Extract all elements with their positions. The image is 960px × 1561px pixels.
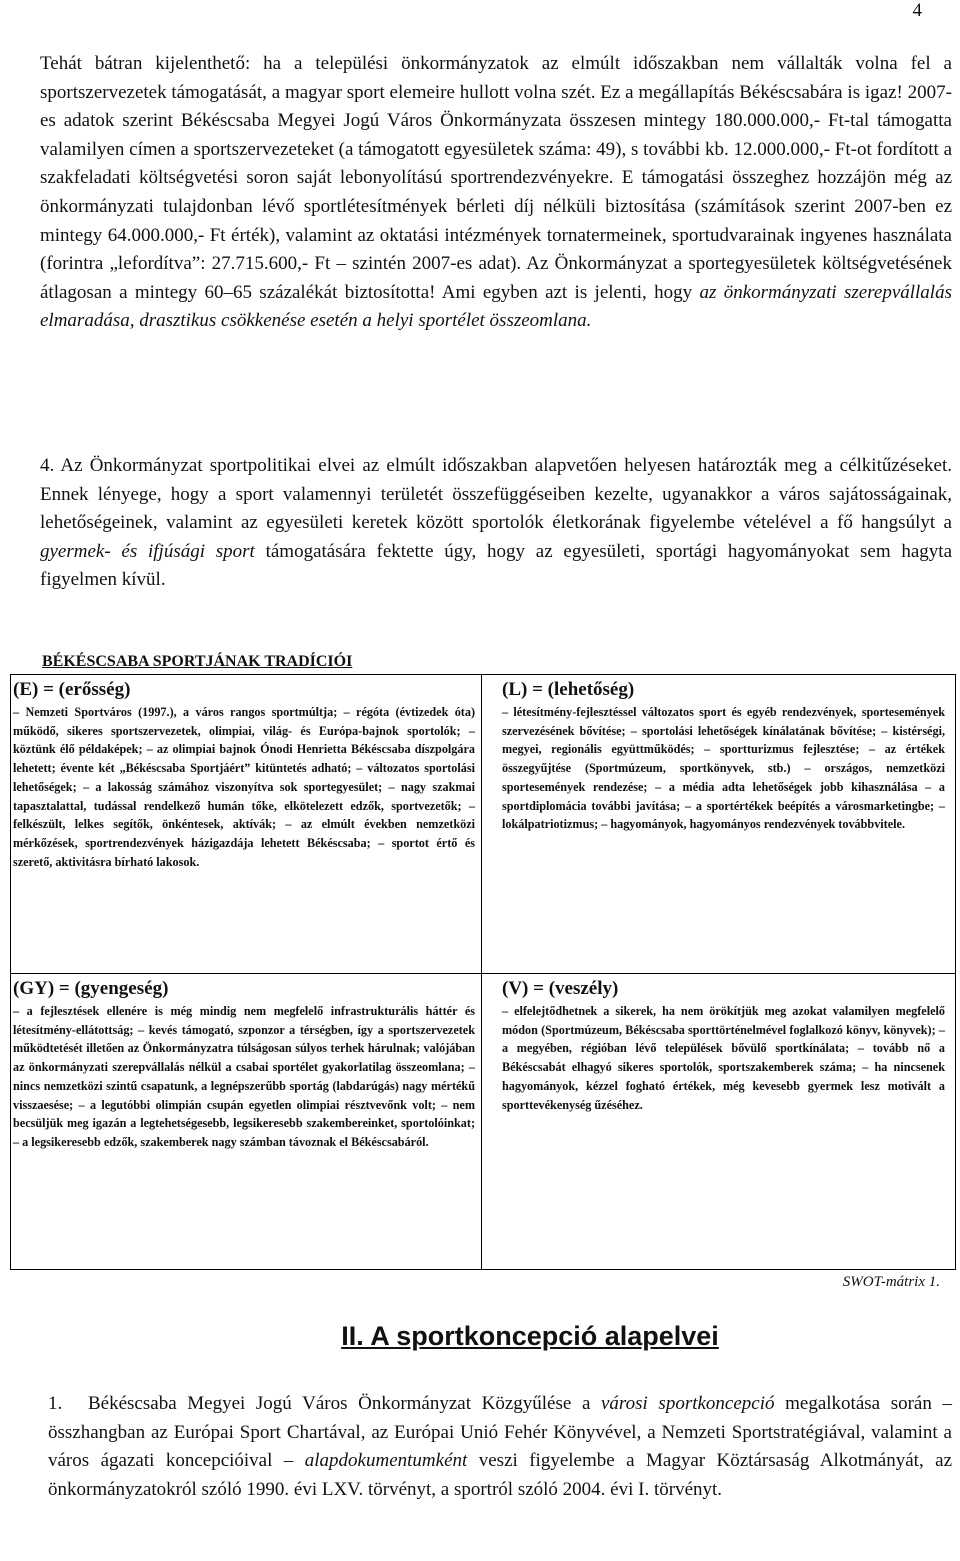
swot-threat-cell bbox=[482, 974, 955, 1269]
intro-text: Tehát bátran kijelenthető: ha a települési önkormányzatok az elmúlt időszakban nem vállalták volna fel a sportszervezetek támogatását, a magyar sport elemeire hullott volna szét. Ez a megállapítás Békéscsabára is igaz! 2007-es adatok szerint Békéscsaba Megyei Jogú Város Önkormányzata összesen mintegy 180.000.000,- Ft-tal támogatta valamilyen címen a sportszervezeteket (a támogatott egyesületek száma: 49), s további kb. 12.000.000,- Ft-ot fordított a szakfeladati költségvetési soron saját lebonyolítású sportrendezvényekre. E támogatási összeghez hozzájön még az önkormányzati tulajdonban lévő sportlétesítmények bérleti díj nélküli biztosítása (számítások szerint 2007-ben ez mintegy 64.000.000,- Ft érték), valamint az oktatási intézmények tornatermeinek, sportudvarainak ingyenes használata (forintra „lefordítva”: 27.715.600,- Ft – szintén 2007-es adat). Az Önkormányzat a sportegyesületek költségvetésének átlagosan a mintegy 60–65 százalékát biztosította! Ami egyben azt is jelenti, hogy bbox=[40, 53, 952, 303]
principle-text-c: veszi figyelembe a Magyar Köztársaság Alkotmányát, az önkormányzatokról szóló 1990. évi LXV. törvényt, a sportról szóló 2004. évi I. törvényt. bbox=[48, 1450, 953, 1500]
policy-italic-text: gyermek- és ifjúsági sport bbox=[40, 540, 255, 562]
principle-italic-1: városi sportkoncepció bbox=[601, 1393, 775, 1414]
principles-paragraph bbox=[48, 1390, 952, 1504]
swot-strength-title: (E) = (erősség) bbox=[13, 679, 131, 700]
intro-paragraph bbox=[40, 50, 952, 336]
principle-number: 1. bbox=[48, 1393, 63, 1414]
principle-italic-2: alapdokumentumként bbox=[304, 1450, 468, 1472]
principle-text-b: megalkotása során – összhangban az Európai Sport Chartával, az Európai Unió Fehér Könyvével, a Nemzeti Sportstratégiával, valamint a város ágazati koncepcióival – bbox=[48, 1393, 952, 1472]
swot-strength-cell bbox=[11, 675, 482, 974]
swot-opportunity-cell bbox=[482, 675, 955, 974]
swot-threat-title: (V) = (veszély) bbox=[502, 978, 619, 999]
swot-weakness-body: – a fejlesztések ellenére is még mindig nem megfelelő infrastrukturális háttér és létesítmény-ellátottság; – kevés támogató, szponzor a térségben, így a sportszervezetek működtetését illetően az Önkormányzatra túlságosan súlyos terhek hárulnak; valójában az önkormányzati szerepvállalás nélkül a csabai sportélet gyakorlatilag összeomlana; – nincs nemzetközi szintű csapatunk, a legnépszerűbb sportág (labdarúgás) nagy mértékű visszaesése; – a legutóbbi olimpián csupán egyetlen olimpiai résztvevőnk volt; – nem becsüljük meg igazán a legtehetségesebb, legsikeresebb szakembereinket, sportolóinkat; – a legsikeresebb edzők, szakemberek nagy számban távoznak el Békéscsabáról. bbox=[13, 1004, 475, 1149]
policy-text-a: 4. Az Önkormányzat sportpolitikai elvei az elmúlt időszakban alapvetően helyesen határozták meg a célkitűzéseket. Ennek lényege, hogy a sport valamennyi területét összefüggéseiben kezelte, ugyanakkor a város sajátosságainak, lehetőségeinek, valamint az egyesületi keretek között sportolók életkorának figyelembe vételével a fő hangsúlyt a bbox=[40, 455, 952, 534]
swot-heading: BÉKÉSCSABA SPORTJÁNAK TRADÍCIÓI bbox=[42, 653, 353, 670]
swot-strength-body: – Nemzeti Sportváros (1997.), a város rangos sportmúltja; – régóta (évtizedek óta) működő, sikeres sportszervezetek, olimpiai, világ- és Európa-bajnok sportolók; – köztünk élő példaképek; – az olimpiai bajnok Ónodi Henrietta Békéscsaba díszpolgára lehetett; évente két „Békéscsaba Sportjáért” kitüntetés adható; – változatos sportolási lehetőségek; – a lakosság számához viszonyítva sok sportegyesület; – nagy szakmai tapasztalattal, tudással rendelkező humán tőke, elkötelezett edzők, sportvezetők; – felkészült, lelkes segítők, önkéntesek, aktívák; – az elmúlt években nemzetközi mérkőzések, sportrendezvények házigazdája lehetett Békéscsaba; – sportot értő és szerető, aktivitásra bírható lakosok. bbox=[13, 705, 475, 869]
policy-text-b: támogatására fektette úgy, hogy az egyesületi, sportági hagyományokat sem hagyta figyelmen kívül. bbox=[40, 540, 952, 591]
sport-policy-paragraph bbox=[40, 452, 952, 595]
swot-weakness-cell bbox=[11, 974, 482, 1269]
swot-opportunity-title: (L) = (lehetőség) bbox=[502, 679, 635, 700]
swot-threat-body: – elfelejtődhetnek a sikerek, ha nem örökítjük meg azokat valamilyen megfelelő módon (Sportmúzeum, Békéscsaba sporttörténelmével foglalkozó könyv, könyvek); – a megyében, régióban lévő települések bővülő sportkínálata; – tovább nő a Békéscsabát elhagyó sikeres sportolók, sportszakemberek száma; – ha nincsenek hagyományok, kézzel fogható értékek, még kevesebb gyermek lesz motivált a sporttevékenység űzéséhez. bbox=[502, 1004, 945, 1112]
page-number: 4 bbox=[912, 0, 922, 21]
swot-matrix bbox=[10, 674, 956, 1270]
section-title: II. A sportkoncepció alapelvei bbox=[341, 1321, 719, 1351]
principle-text-a: Békéscsaba Megyei Jogú Város Önkormányzat Közgyűlése a bbox=[88, 1393, 601, 1414]
swot-weakness-title: (GY) = (gyengeség) bbox=[13, 978, 169, 999]
swot-opportunity-body: – létesítmény-fejlesztéssel változatos sport és egyéb rendezvények, sportesemények szervezésének bővítése; – sportolási lehetőségek kínálatának bővítése; – kistérségi, megyei, regionális együttműködés; – sportturizmus fejlesztése; – az értékek összegyűjtése (Sportmúzeum, sportkönyvek, stb.) – országos, nemzetközi sportesemények rendezése; – a média adta lehetőségek jobb kihasználása – a sportdiplomácia további javítása; – a sportértékek beépítés a városmarketingbe; – lokálpatriotizmus; – hagyományok, hagyományos rendezvények továbbvitele. bbox=[502, 705, 945, 832]
swot-caption: SWOT-mátrix 1. bbox=[842, 1274, 940, 1290]
intro-italic-text: az önkormányzati szerepvállalás elmaradása, drasztikus csökkenése esetén a helyi sportélet összeomlana. bbox=[40, 281, 952, 332]
